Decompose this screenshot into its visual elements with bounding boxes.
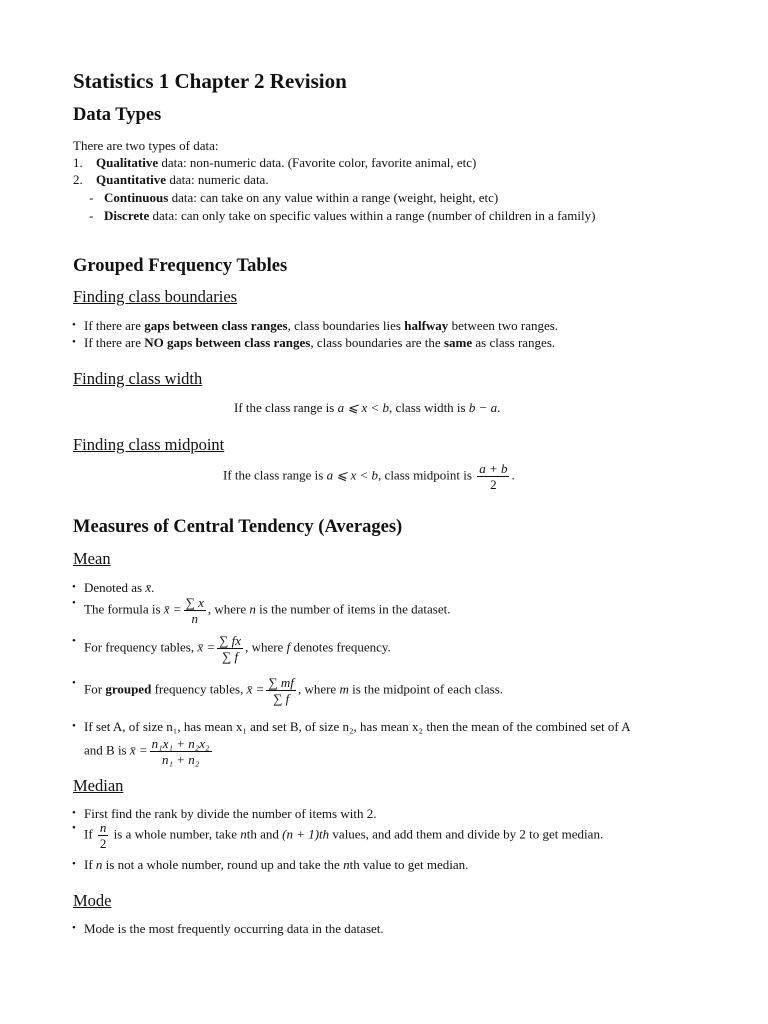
list-item: • Denoted as x̄. [84, 579, 154, 596]
midpoint-heading: Finding class midpoint [73, 435, 225, 454]
list-item: • For frequency tables, x̄ = $\frac{\sum fx}{\sum f}$ , where f denotes frequency. [84, 633, 391, 664]
list-item: • First find the rank by divide the number of items with 2. [84, 805, 376, 822]
data-types-intro: There are two types of data: [73, 138, 219, 153]
list-item: • If $\frac{n}{2}$ is a whole number, take nth and (n + 1)th values, and add them and divide by 2 to get median. [84, 820, 603, 851]
boundaries-heading: Finding class boundaries [73, 287, 238, 306]
list-item: - Discrete data: can only take on specific values within a range (number of children in a family) [89, 208, 596, 223]
mode-heading: Mode [73, 891, 112, 910]
median-heading: Median [73, 776, 124, 795]
central-heading: Measures of Central Tendency (Averages) [73, 517, 403, 537]
mean-heading: Mean [73, 549, 111, 568]
list-item: • The formula is x̄ = $\frac{\sum x}{n}$ , where n is the number of items in the dataset. [84, 595, 451, 626]
grouped-heading: Grouped Frequency Tables [73, 256, 288, 276]
class-midpoint-formula: If the class range is a ⩽ x < b, class midpoint is $\frac{a + b}{2}$ . [223, 461, 515, 492]
page-title: Statistics 1 Chapter 2 Revision [73, 69, 347, 93]
list-item: • If there are NO gaps between class ranges, class boundaries are the same as class ranges. [84, 334, 555, 351]
list-item: • If n is not a whole number, round up and take the nth value to get median. [84, 856, 468, 873]
list-item: 2. Quantitative data: numeric data. [73, 172, 269, 187]
class-width-formula: If the class range is a ⩽ x < b, class width is b − a. [234, 400, 501, 415]
list-item: - Continuous data: can take on any value within a range (weight, height, etc) [89, 190, 499, 205]
list-item: • Mode is the most frequently occurring data in the dataset. [84, 920, 384, 937]
list-item: • If set A, of size n₁, has mean x₁ and set B, of size n₂, has mean x₂ then the mean of the combined set of A [84, 718, 631, 735]
list-item: 1. Qualitative data: non-numeric data. (Favorite color, favorite animal, etc) [73, 155, 477, 170]
data-types-heading: Data Types [73, 105, 162, 125]
list-item: • If there are gaps between class ranges, class boundaries lies halfway between two ranges. [84, 317, 558, 334]
combined-mean-formula: and B is x̄ = $\frac{\text{n₁x₁ + n₂x₂}}{\text{n₁ + n₂}}$ [84, 736, 210, 767]
list-item: • For grouped frequency tables, x̄ = $\frac{\sum mf}{\sum f}$ , where m is the midpoint of each class. [84, 675, 503, 706]
width-heading: Finding class width [73, 369, 203, 388]
